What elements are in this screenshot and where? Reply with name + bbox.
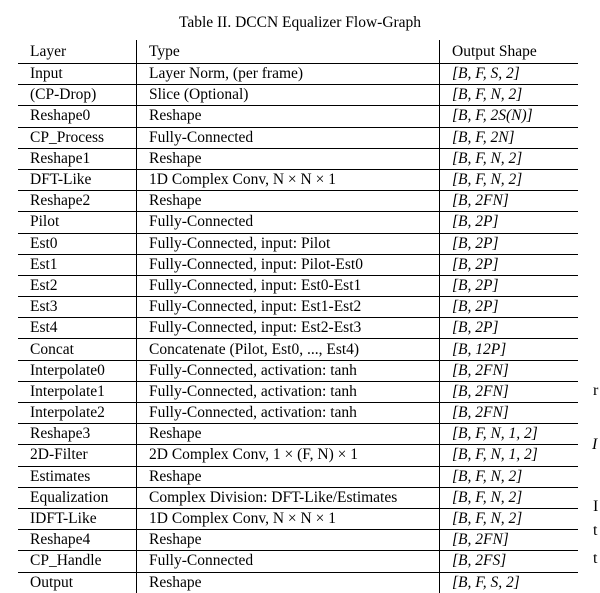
cell-type: Slice (Optional) <box>137 85 440 106</box>
cell-layer: Est0 <box>30 234 58 252</box>
cell-output-shape: [B, 2FN] <box>440 191 579 212</box>
cell-layer: Reshape1 <box>30 149 91 167</box>
cell-output-shape: [B, F, N, 2] <box>440 85 579 106</box>
table-row <box>18 64 578 85</box>
cell-layer: Output <box>30 573 74 591</box>
cell-type: 1D Complex Conv, N × N × 1 <box>137 508 440 529</box>
cell-type: Reshape <box>137 106 440 127</box>
cell-layer: Interpolate1 <box>30 382 105 400</box>
cell-layer: IDFT-Like <box>30 510 97 528</box>
cell-type: Concatenate (Pilot, Est0, ..., Est4) <box>137 339 440 360</box>
cell-type: Fully-Connected <box>137 212 440 233</box>
cell-output-shape: [B, F, N, 1, 2] <box>440 424 579 445</box>
cell-output-shape: [B, F, N, 2] <box>440 487 579 508</box>
cell-type: Reshape <box>137 572 440 593</box>
table-header-row <box>18 40 578 64</box>
table-row <box>18 191 578 212</box>
table-row <box>18 212 578 233</box>
cell-layer: Reshape2 <box>30 192 91 210</box>
cell-output-shape: [B, F, N, 2] <box>440 148 579 169</box>
table-row <box>18 487 578 508</box>
cell-output-shape: [B, 2P] <box>440 212 579 233</box>
cell-output-shape: [B, F, S, 2] <box>440 572 579 593</box>
table-row <box>18 403 578 424</box>
table-row <box>18 424 578 445</box>
cell-type: Fully-Connected <box>137 551 440 572</box>
table-row <box>18 297 578 318</box>
cell-layer: Concat <box>30 340 74 358</box>
table-row <box>18 445 578 466</box>
table-row <box>18 275 578 296</box>
cell-output-shape: [B, F, N, 2] <box>440 466 579 487</box>
table-row <box>18 551 578 572</box>
cell-output-shape: [B, 2FN] <box>440 403 579 424</box>
cell-output-shape: [B, 2P] <box>440 275 579 296</box>
cell-type: Fully-Connected <box>137 127 440 148</box>
cell-type: Fully-Connected, input: Pilot-Est0 <box>137 254 440 275</box>
cell-output-shape: [B, F, N, 2] <box>440 508 579 529</box>
cropped-text-fragment: t <box>593 550 598 567</box>
cell-type: Layer Norm, (per frame) <box>137 64 440 85</box>
cell-type: Reshape <box>137 530 440 551</box>
cell-layer: (CP-Drop) <box>30 86 97 104</box>
cell-type: Reshape <box>137 424 440 445</box>
table-row <box>18 339 578 360</box>
cell-type: Fully-Connected, activation: tanh <box>137 360 440 381</box>
cell-type: Reshape <box>137 466 440 487</box>
cell-layer: Est1 <box>30 255 58 273</box>
cell-layer: Estimates <box>30 467 91 485</box>
cell-output-shape: [B, 2FN] <box>440 530 579 551</box>
cell-output-shape: [B, 2FN] <box>440 360 579 381</box>
table-row <box>18 127 578 148</box>
table-row <box>18 169 578 190</box>
table-row <box>18 254 578 275</box>
cell-output-shape: [B, F, 2S(N)] <box>440 106 579 127</box>
table-body <box>18 64 578 593</box>
cell-type: 1D Complex Conv, N × N × 1 <box>137 169 440 190</box>
cell-output-shape: [B, F, S, 2] <box>440 64 579 85</box>
cropped-text-fragment: r <box>593 382 599 399</box>
cell-layer: 2D-Filter <box>30 446 88 464</box>
cell-layer: Input <box>30 65 63 83</box>
cell-type: Fully-Connected, input: Pilot <box>137 233 440 254</box>
table-row <box>18 381 578 402</box>
column-header-layer: Layer <box>30 42 67 60</box>
cell-output-shape: [B, F, 2N] <box>440 127 579 148</box>
cropped-text-fragment: I <box>592 436 598 453</box>
table-row <box>18 466 578 487</box>
cell-type: Fully-Connected, input: Est2-Est3 <box>137 318 440 339</box>
cell-layer: Reshape0 <box>30 107 91 125</box>
cell-output-shape: [B, 2P] <box>440 318 579 339</box>
cell-layer: Equalization <box>30 488 109 506</box>
cell-type: Fully-Connected, input: Est1-Est2 <box>137 297 440 318</box>
cell-type: Reshape <box>137 191 440 212</box>
table-row <box>18 318 578 339</box>
column-header-output-shape: Output Shape <box>440 40 579 64</box>
cell-layer: Est4 <box>30 319 58 337</box>
cell-layer: Est3 <box>30 298 58 316</box>
table-row <box>18 233 578 254</box>
cell-type: Fully-Connected, activation: tanh <box>137 381 440 402</box>
cell-output-shape: [B, 12P] <box>440 339 579 360</box>
cell-layer: CP_Process <box>30 128 105 146</box>
cell-output-shape: [B, 2FS] <box>440 551 579 572</box>
cell-type: Fully-Connected, activation: tanh <box>137 403 440 424</box>
cell-layer: Reshape4 <box>30 531 91 549</box>
table-row <box>18 508 578 529</box>
table-row <box>18 106 578 127</box>
table-row <box>18 148 578 169</box>
cell-layer: Reshape3 <box>30 425 91 443</box>
cropped-text-fragment: I <box>593 498 599 515</box>
cell-layer: Est2 <box>30 276 58 294</box>
cell-output-shape: [B, 2FN] <box>440 381 579 402</box>
cell-layer: Interpolate2 <box>30 404 105 422</box>
table-row <box>18 85 578 106</box>
cell-layer: DFT-Like <box>30 171 92 189</box>
cropped-text-fragment: t <box>593 522 598 539</box>
table-row <box>18 530 578 551</box>
cell-layer: CP_Handle <box>30 552 102 570</box>
flow-graph-table <box>18 40 578 593</box>
cell-output-shape: [B, 2P] <box>440 233 579 254</box>
cell-layer: Interpolate0 <box>30 361 105 379</box>
cell-output-shape: [B, F, N, 1, 2] <box>440 445 579 466</box>
cell-output-shape: [B, F, N, 2] <box>440 169 579 190</box>
cell-output-shape: [B, 2P] <box>440 254 579 275</box>
cell-output-shape: [B, 2P] <box>440 297 579 318</box>
column-header-type: Type <box>137 40 440 64</box>
cell-layer: Pilot <box>30 213 60 231</box>
cell-type: 2D Complex Conv, 1 × (F, N) × 1 <box>137 445 440 466</box>
table-caption: Table II. DCCN Equalizer Flow-Graph <box>178 14 422 31</box>
table-row <box>18 572 578 593</box>
cell-type: Reshape <box>137 148 440 169</box>
cell-type: Complex Division: DFT-Like/Estimates <box>137 487 440 508</box>
table-row <box>18 360 578 381</box>
cell-type: Fully-Connected, input: Est0-Est1 <box>137 275 440 296</box>
